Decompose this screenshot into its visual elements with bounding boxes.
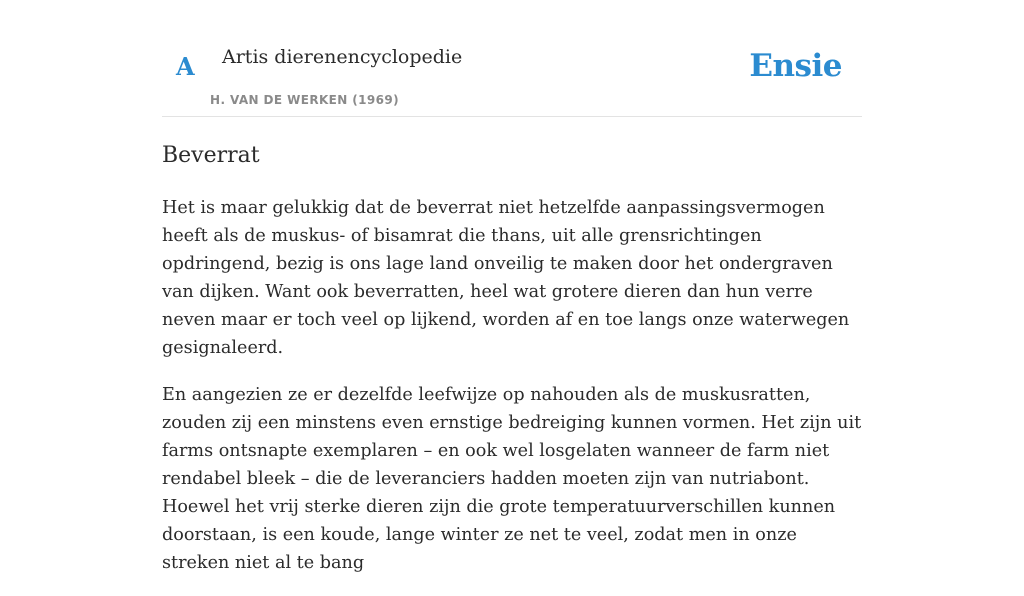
book-title-link[interactable]: Artis dierenencyclopedie <box>222 46 463 68</box>
entry-body <box>162 194 862 577</box>
page-container <box>162 0 862 596</box>
brand-logo-link[interactable]: Ensie <box>749 48 842 84</box>
book-header <box>162 0 862 117</box>
entry-paragraph: En aangezien ze er dezelfde leefwijze op nahouden als de muskusratten, zouden zij een minstens even ernstige bedreiging kunnen vormen. Het zijn uit farms ontsnapte exemplaren – en ook wel losgelaten wanneer de farm niet rendabel bleek – die de leveranciers hadden moeten zijn van nutriabont. Hoewel het vrij sterke dieren zijn die grote temperatuurverschillen kunnen doorstaan, is een koude, lange winter ze net te veel, zodat men in onze streken niet al te bang <box>162 385 862 574</box>
entry-paragraph: Het is maar gelukkig dat de beverrat niet hetzelfde aanpassingsvermogen heeft als de muskus- of bisamrat die thans, uit alle grensrichtingen opdringend, bezig is ons lage land onveilig te maken door het ondergraven van dijken. Want ook beverratten, heel wat grotere dieren dan hun verre neven maar er toch veel op lijkend, worden af en toe langs onze waterwegen gesignaleerd. <box>162 198 850 359</box>
entry-title: Beverrat <box>162 143 260 168</box>
letter-index-link[interactable]: A <box>176 52 195 81</box>
book-author: H. VAN DE WERKEN (1969) <box>210 93 400 107</box>
